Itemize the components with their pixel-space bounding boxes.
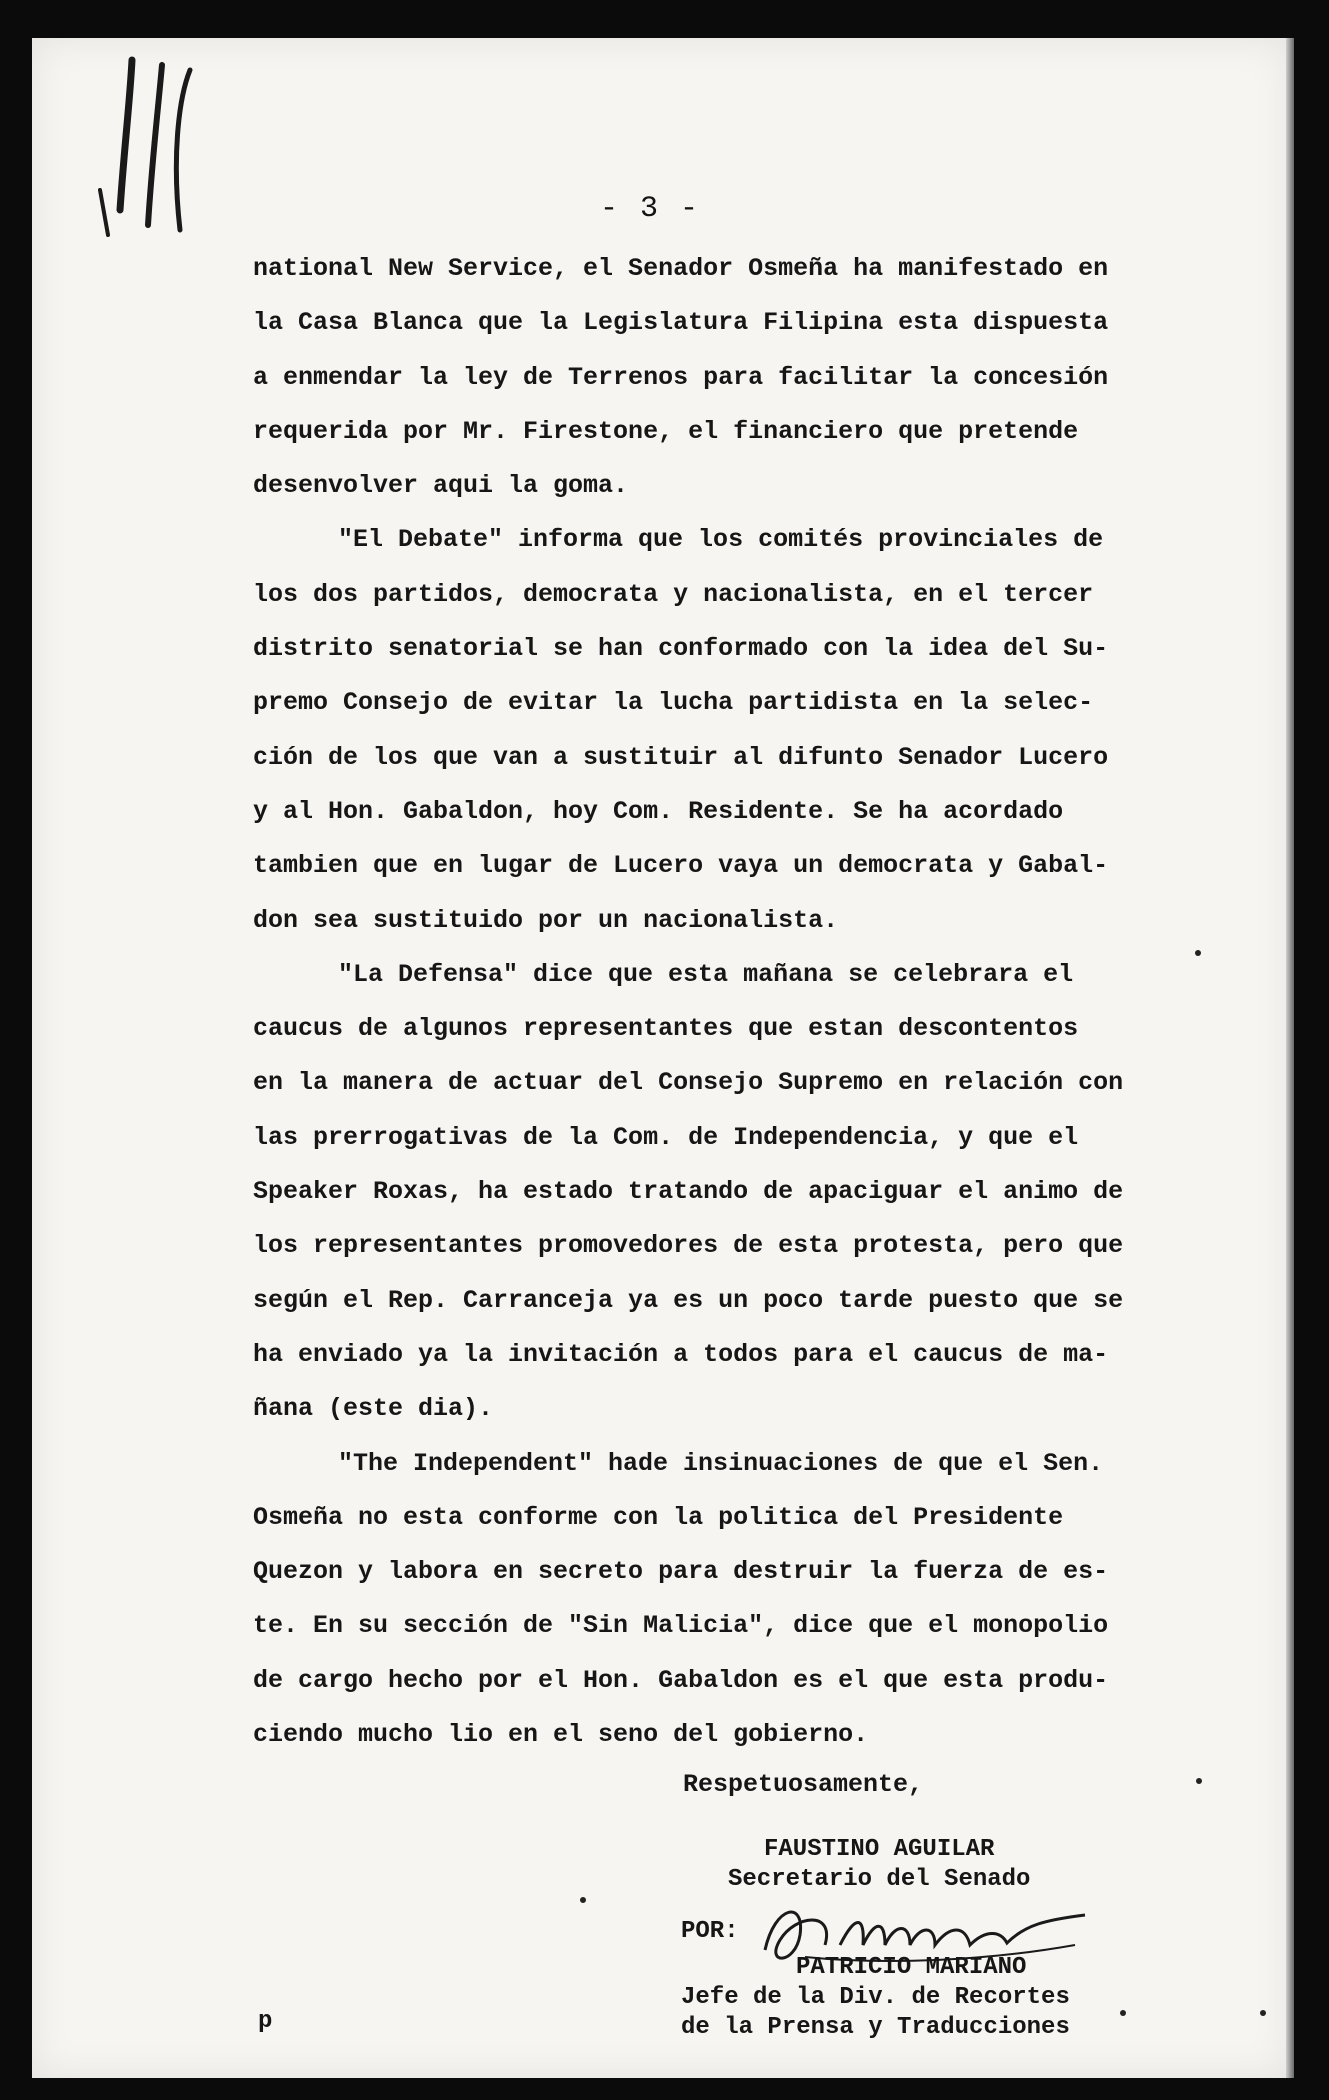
text-line: Quezon y labora en secreto para destruir la fuerza de es- [253, 1557, 1109, 1587]
text-line: "The Independent" hade insinuaciones de que el Sen. [338, 1448, 1104, 1478]
text-line: a enmendar la ley de Terrenos para facilitar la concesión [253, 362, 1109, 392]
text-line: los dos partidos, democrata y nacionalista, en el tercer [253, 579, 1094, 609]
text-line: "El Debate" informa que los comités provinciales de [338, 525, 1104, 555]
paragraph-2 [253, 513, 1163, 947]
text-line: y al Hon. Gabaldon, hoy Com. Residente. Se ha acordado [253, 796, 1064, 826]
letter-body [253, 242, 1163, 1762]
countersign-title-line1: Jefe de la Div. de Recortes [681, 1984, 1070, 2011]
text-line: "La Defensa" dice que esta mañana se celebrara el [338, 959, 1074, 989]
countersign-title-line2: de la Prensa y Traducciones [681, 2014, 1070, 2041]
speck [580, 1897, 586, 1903]
countersign-name: PATRICIO MARIANO [796, 1954, 1027, 1981]
text-line: ciendo mucho lio en el seno del gobierno. [253, 1720, 869, 1750]
por-label: POR: [681, 1918, 739, 1945]
text-line: national New Service, el Senador Osmeña ha manifestado en [253, 254, 1109, 283]
handwritten-margin-mark [80, 40, 220, 240]
signatory-title: Secretario del Senado [728, 1866, 1031, 1893]
signatory-name: FAUSTINO AGUILAR [764, 1836, 995, 1863]
page-number: - 3 - [600, 192, 701, 226]
text-line: Osmeña no esta conforme con la politica del Presidente [253, 1502, 1064, 1532]
signatory-block [728, 1835, 1030, 1895]
countersign-block [681, 1953, 1070, 2043]
text-line: tambien que en lugar de Lucero vaya un democrata y Gabal- [253, 851, 1109, 881]
closing-salutation: Respetuosamente, [683, 1770, 924, 1799]
text-line: la Casa Blanca que la Legislatura Filipina esta dispuesta [253, 308, 1109, 338]
text-line: según el Rep. Carranceja ya es un poco tarde puesto que se [253, 1285, 1124, 1315]
text-line: de cargo hecho por el Hon. Gabaldon es el que esta produ- [253, 1665, 1109, 1695]
paragraph-1 [253, 242, 1163, 513]
speck [1260, 2010, 1266, 2016]
text-line: desenvolver aqui la goma. [253, 471, 629, 501]
text-line: caucus de algunos representantes que estan descontentos [253, 1014, 1079, 1044]
text-line: te. En su sección de "Sin Malicia", dice que el monopolio [253, 1611, 1109, 1641]
text-line: ción de los que van a sustituir al difunto Senador Lucero [253, 742, 1109, 772]
text-line: requerida por Mr. Firestone, el financiero que pretende [253, 416, 1079, 446]
speck [1196, 1778, 1202, 1784]
text-line: ha enviado ya la invitación a todos para el caucus de ma- [253, 1339, 1109, 1369]
text-line: distrito senatorial se han conformado con la idea del Su- [253, 634, 1109, 664]
paragraph-4 [253, 1437, 1163, 1763]
text-line: en la manera de actuar del Consejo Supremo en relación con [253, 1068, 1124, 1098]
text-line: ñana (este dia). [253, 1394, 494, 1424]
text-line: los representantes promovedores de esta protesta, pero que [253, 1231, 1124, 1261]
text-line: Speaker Roxas, ha estado tratando de apaciguar el animo de [253, 1177, 1124, 1207]
speck [1120, 2010, 1126, 2016]
speck [1195, 950, 1201, 956]
text-line: las prerrogativas de la Com. de Independencia, y que el [253, 1122, 1079, 1152]
text-line: don sea sustituido por un nacionalista. [253, 905, 839, 935]
paragraph-3 [253, 948, 1163, 1437]
text-line: premo Consejo de evitar la lucha partidista en la selec- [253, 688, 1094, 718]
typist-initial: p [258, 2008, 273, 2035]
page-edge-shadow [1286, 38, 1294, 2078]
